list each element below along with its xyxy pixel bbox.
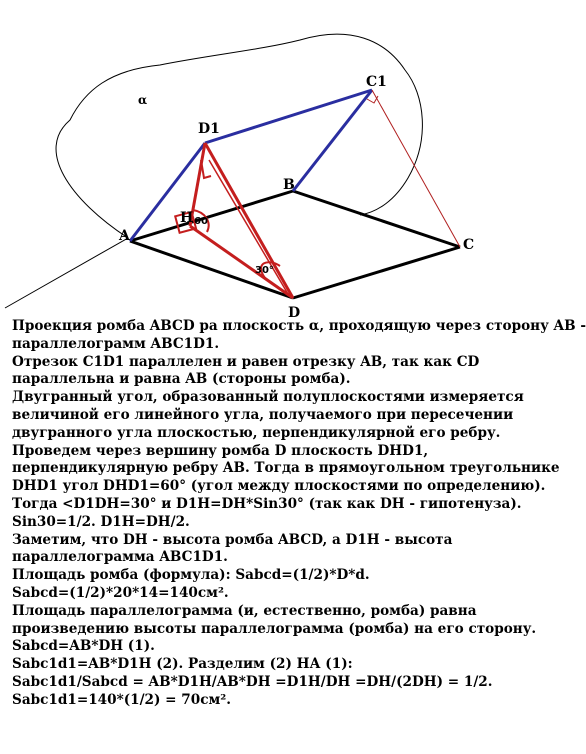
edge-AB (130, 191, 293, 241)
vertex-label-D1: D1 (198, 121, 220, 137)
text-line: двугранного угла плоскостью, перпендикулярной его ребру. (12, 424, 501, 441)
vertex-label-C: C (463, 237, 475, 253)
edge-BC (293, 191, 460, 247)
text-line: Площадь параллелограмма (и, естественно, ромба) равна (12, 602, 477, 619)
vertex-label-H: H (180, 210, 194, 226)
text-line: Двугранный угол, образованный полуплоскостями измеряется (12, 389, 524, 406)
text-line: Sabcd=AB*DH (1). (12, 638, 155, 655)
text-line: величиной его линейного угла, получаемого при пересечении (12, 406, 514, 423)
text-line: параллелограмма ABC1D1. (12, 549, 228, 566)
vertex-label-C1: C1 (366, 74, 387, 90)
vertex-label-A: A (119, 228, 130, 244)
text-line: DHD1 угол DHD1=60° (угол между плоскостями по определению). (12, 478, 546, 495)
text-line: Sabcd=(1/2)*20*14=140см². (12, 584, 229, 601)
text-line: Проведем через вершину ромба D плоскость DHD1, (12, 442, 429, 459)
text-line: Площадь ромба (формула): Sabcd=(1/2)*D*d. (12, 567, 370, 584)
text-line: Тогда <D1DH=30° и D1H=DH*Sin30° (так как DH - гипотенуза). (12, 495, 522, 512)
angle-label-D: 30° (255, 265, 274, 276)
text-line: Sin30=1/2. D1H=DH/2. (12, 513, 190, 530)
edge-C1B (293, 90, 372, 191)
text-line: Проекция ромба ABCD ра плоскость α, проходящую через сторону AB - (12, 318, 586, 334)
segment-D1D (205, 143, 293, 298)
text-line: Sabc1d1=AB*D1H (2). Разделим (2) НА (1): (12, 656, 353, 673)
angle-label-H: 60 (194, 216, 208, 227)
plane-label: α (138, 93, 148, 107)
text-line: Sabc1d1/Sabcd = AB*D1H/AB*DH =D1H/DH =DH/(2DH) = 1/2. (12, 673, 493, 690)
text-line: Отрезок C1D1 параллелен и равен отрезку AB, так как CD (12, 353, 480, 370)
solution-text (12, 318, 586, 710)
geometry-figure (0, 0, 530, 321)
plane-alpha-outline (5, 34, 422, 308)
vertex-label-D: D (288, 305, 301, 321)
edge-CD (293, 247, 460, 298)
edge-D1C1 (205, 90, 372, 143)
text-line: параллельна и равна AB (стороны ромба). (12, 371, 351, 388)
text-line: перпендикулярную ребру AB. Тогда в прямоугольном треугольнике (12, 460, 560, 477)
vertex-label-B: B (283, 177, 295, 193)
text-line: Заметим, что DH - высота ромба ABCD, а D1H - высота (12, 531, 453, 548)
text-line: параллелограмм ABC1D1. (12, 335, 220, 352)
text-line: произведению высоты параллелограмма (ромба) на его сторону. (12, 620, 537, 637)
text-line: Sabc1d1=140*(1/2) = 70см². (12, 691, 231, 708)
segment-HD (190, 226, 293, 298)
